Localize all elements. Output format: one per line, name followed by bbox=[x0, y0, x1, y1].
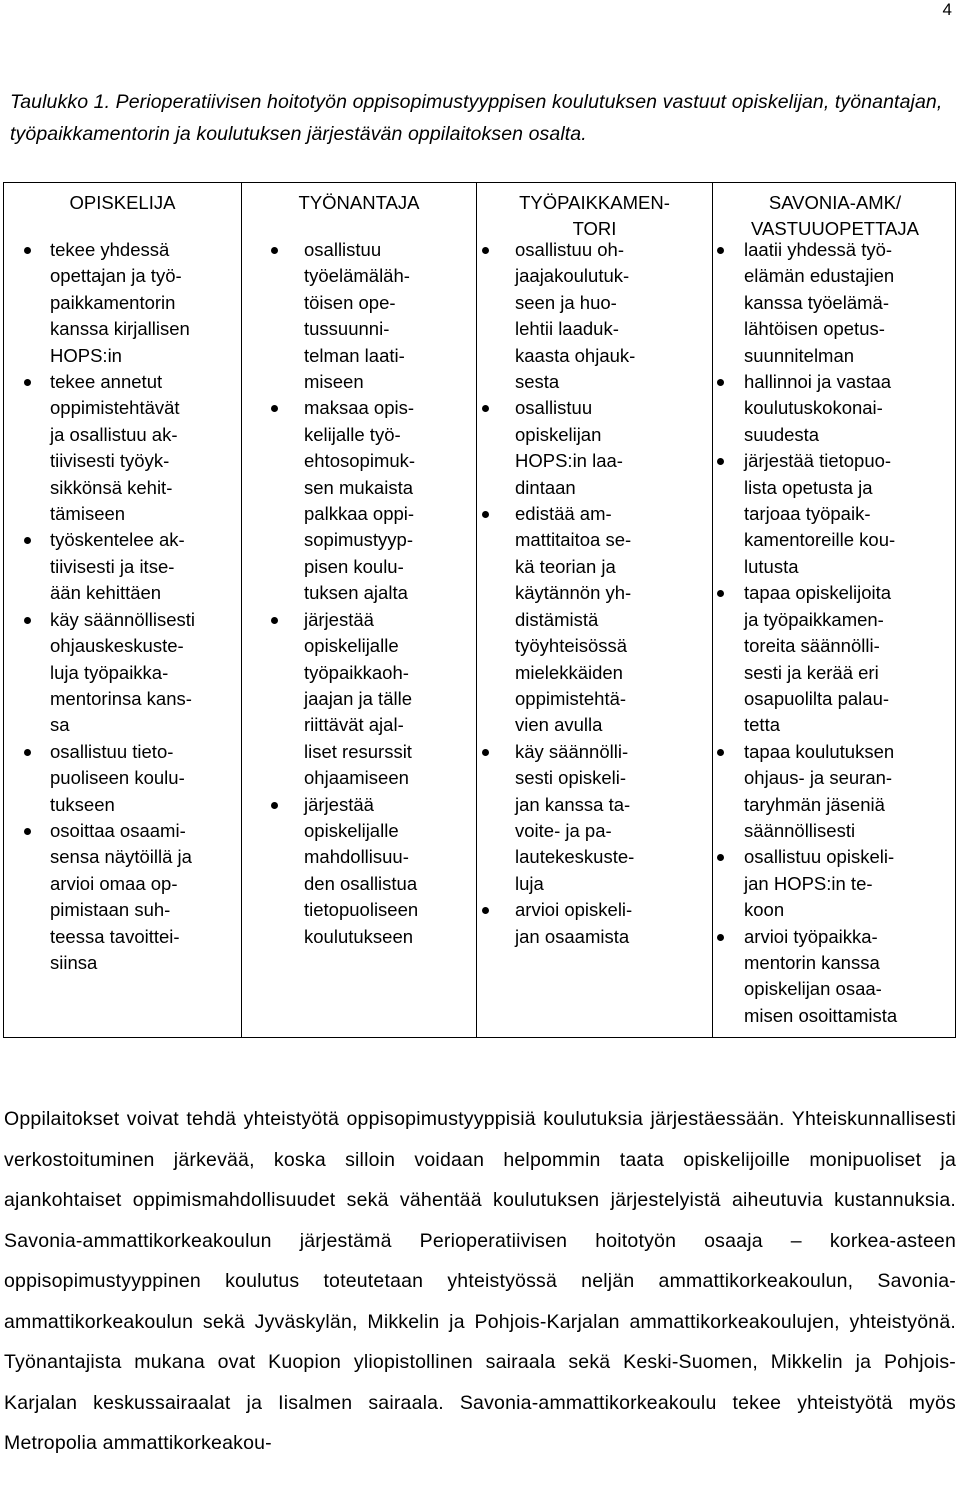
list-item: tapaa koulutuksen ohjaus- ja seuran- taryhmän jäseniä säännöllisesti bbox=[713, 739, 957, 845]
list-item: käy säännöllisesti ohjauskeskuste- luja työpaikka- mentorinsa kans- sa bbox=[4, 607, 241, 739]
list-item: järjestää tietopuo- lista opetusta ja tarjoaa työpaik- kamentoreille kou- lutusta bbox=[713, 448, 957, 580]
list-item: osallistuu tieto- puoliseen koulu- tukseen bbox=[4, 739, 241, 818]
body-paragraph: Oppilaitokset voivat tehdä yhteistyötä oppisopimustyyppisiä koulutuksia järjestäessään. Yhteiskunnallisesti verkostoituminen järkevää, koska silloin voidaan helpommin taata opiskelijoille monipuoliset ja ajankohtaiset oppimismahdollisuudet sekä vähentää koulutuksen järjestelyistä aiheutuvia kustannuksia. Savonia-ammattikorkeakoulun järjestämä Perioperatiivisen hoitotyön osaaja – korkea-asteen oppisopimustyyppinen koulutus toteutetaan yhteistyössä neljän ammattikorkeakoulun, Savonia-ammattikorkeakoulun sekä Jyväskylän, Mikkelin ja Pohjois-Karjalan ammattikorkeakoulujen, yhteistyönä. Työnantajista mukana ovat Kuopion yliopistollinen sairaala sekä Keski-Suomen, Mikkelin ja Pohjois-Karjalan keskussairaalat ja Iisalmen sairaala. Savonia-ammattikorkeakoulu tekee yhteistyötä myös Metropolia ammattikorkeakou- bbox=[4, 1108, 956, 1454]
list-item: tekee annetut oppimistehtävät ja osallistuu ak- tiivisesti työyk- sikkönsä kehit- tämiseen bbox=[4, 369, 241, 527]
list-item: hallinnoi ja vastaa koulutuskokonai- suudesta bbox=[713, 369, 957, 448]
table-caption: Taulukko 1. Perioperatiivisen hoitotyön oppisopimustyyppisen koulutuksen vastuut opiskelijan, työnantajan, työpaikkamentorin ja koulutuksen järjestävän oppilaitoksen osalta. bbox=[10, 91, 943, 145]
list-item: laatii yhdessä työ- elämän edustajien kanssa työelämä- lähtöisen opetus- suunnitelman bbox=[713, 237, 957, 369]
list-item: osoittaa osaami- sensa näytöillä ja arvioi omaa op- pimistaan suh- teessa tavoittei- siinsa bbox=[4, 818, 241, 976]
column-employer bbox=[242, 183, 477, 1037]
list-item: tekee yhdessä opettajan ja työ- paikkamentorin kanssa kirjallisen HOPS:in bbox=[4, 237, 241, 369]
list-item: osallistuu oh- jaajakoulutuk- seen ja huo- lehtii laaduk- kaasta ohjauk- sesta bbox=[477, 237, 712, 395]
column-student bbox=[4, 183, 242, 1037]
mentor-duties-list bbox=[477, 237, 712, 950]
column-header-employer: TYÖNANTAJA bbox=[298, 192, 420, 213]
column-header-school: SAVONIA-AMK/ VASTUUOPETTAJA bbox=[751, 192, 919, 239]
column-header-mentor: TYÖPAIKKAMEN- TORI bbox=[519, 192, 670, 239]
list-item: maksaa opis- kelijalle työ- ehtosopimuk- sen mukaista palkkaa oppi- sopimustyyp- pisen koulu- tuksen ajalta bbox=[242, 395, 476, 606]
list-item: osallistuu työelämäläh- töisen ope- tussuunni- telman laati- miseen bbox=[242, 237, 476, 395]
column-mentor bbox=[477, 183, 713, 1037]
page-number: 4 bbox=[942, 0, 952, 19]
employer-duties-list bbox=[242, 237, 476, 950]
list-item: työskentelee ak- tiivisesti ja itse- ään kehittäen bbox=[4, 527, 241, 606]
list-item: järjestää opiskelijalle työpaikkaoh- jaajan ja tälle riittävät ajal- liset resurssit ohjaamiseen bbox=[242, 607, 476, 792]
column-school bbox=[713, 183, 957, 1037]
list-item: arvioi opiskeli- jan osaamista bbox=[477, 897, 712, 950]
responsibilities-table bbox=[3, 182, 956, 1038]
list-item: arvioi työpaikka- mentorin kanssa opiskelijan osaa- misen osoittamista bbox=[713, 924, 957, 1030]
list-item: osallistuu opiskeli- jan HOPS:in te- koon bbox=[713, 844, 957, 923]
list-item: käy säännölli- sesti opiskeli- jan kanssa ta- voite- ja pa- lautekeskuste- luja bbox=[477, 739, 712, 897]
student-duties-list bbox=[4, 237, 241, 976]
list-item: edistää am- mattitaitoa se- kä teorian ja käytännön yh- distämistä työyhteisössä mielekkäiden oppimistehtä- vien avulla bbox=[477, 501, 712, 739]
list-item: tapaa opiskelijoita ja työpaikkamen- toreita säännölli- sesti ja kerää eri osapuolilta palau- tetta bbox=[713, 580, 957, 738]
school-duties-list bbox=[713, 237, 957, 1029]
list-item: osallistuu opiskelijan HOPS:in laa- dintaan bbox=[477, 395, 712, 501]
column-header-student: OPISKELIJA bbox=[69, 192, 176, 213]
list-item: järjestää opiskelijalle mahdollisuu- den osallistua tietopuoliseen koulutukseen bbox=[242, 792, 476, 950]
